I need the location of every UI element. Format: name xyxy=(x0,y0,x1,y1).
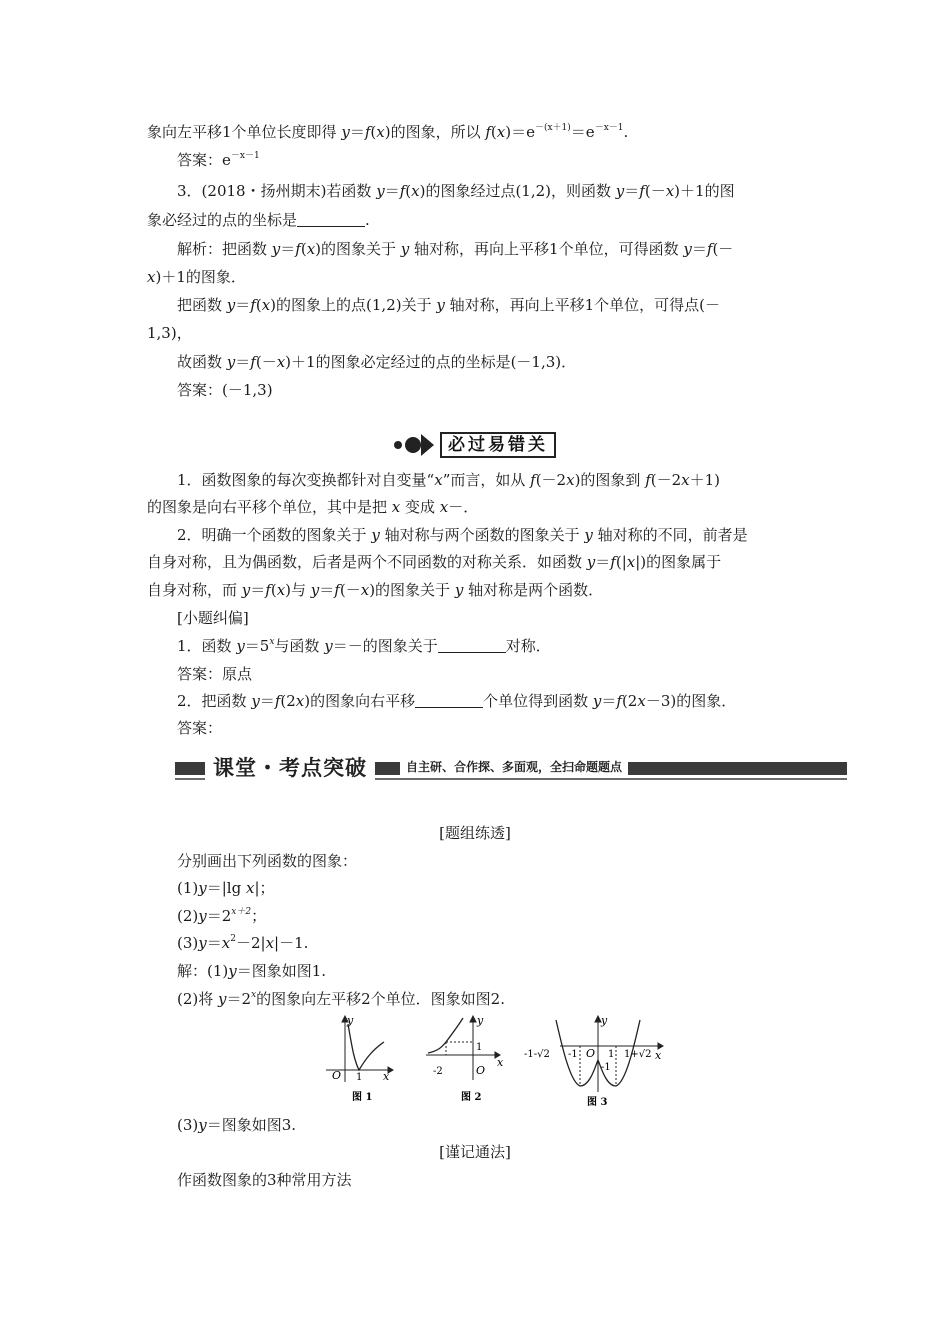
question-item: $(3)y=x^2-2|x|-1$. xyxy=(177,934,309,952)
figure-caption: 图 3 xyxy=(587,1097,608,1108)
question-item: (1)y＝|lg x|； xyxy=(177,879,275,897)
arrow-icon xyxy=(470,1016,476,1022)
tick-label: 1 xyxy=(476,1042,483,1053)
figure-caption: 图 2 xyxy=(461,1092,482,1103)
conclusion-line: 故函数 y＝f(－x)＋1的图象必定经过的点的坐标是(－1,3)． xyxy=(177,353,577,371)
question-3-cont: 象必经过的点的坐标是 . xyxy=(147,211,370,229)
section-banner xyxy=(175,754,847,782)
analysis-line-2: 把函数 y＝f(x)的图象上的点(1,2)关于 y 轴对称，再向上平移1个单位，可得点(－ xyxy=(177,296,721,314)
section-badge xyxy=(394,431,556,459)
tick-label: -1-√2 xyxy=(524,1049,550,1060)
axis-label: y xyxy=(601,1014,608,1027)
section-heading: [题组练透] xyxy=(439,824,511,842)
tick-label: -1 xyxy=(568,1049,578,1060)
solution-line: 解：(1)y＝图象如图1. xyxy=(177,962,327,980)
paragraph: 2．明确一个函数的图象关于 y 轴对称与两个函数的图象关于 y 轴对称的不同，前者是 xyxy=(177,526,748,544)
axis-label: x xyxy=(383,1070,390,1083)
answer-line: 答案：$e^{-x-1}$ xyxy=(177,151,260,169)
banner-subtitle: 自主研、合作探、多面观，全扫命题题点 xyxy=(400,757,628,777)
paragraph: 作函数图象的3种常用方法 xyxy=(177,1171,352,1189)
exercise-2: 2．把函数 y＝f(2x)的图象向右平移 个单位得到函数 y＝f(2x－3)的图象． xyxy=(177,692,737,710)
question-3: 3．(2018・扬州期末)若函数 y＝f(x)的图象经过点(1,2)，则函数 y＝f(－x)＋1的图 xyxy=(177,182,735,200)
paragraph: 自身对称，且为偶函数，后者是两个不同函数的对称关系．如函数 y＝f(|x|)的图象属于 xyxy=(147,553,722,571)
function-figures xyxy=(0,1012,950,1112)
curve xyxy=(348,1024,384,1070)
axis-label: y xyxy=(477,1014,484,1027)
figure-caption: 图 1 xyxy=(352,1092,373,1103)
origin-label: O xyxy=(586,1047,596,1060)
arrow-icon xyxy=(421,434,434,456)
tick-label: -1 xyxy=(601,1062,611,1073)
analysis-line-cont: x)＋1的图象． xyxy=(147,268,246,286)
origin-label: O xyxy=(476,1064,486,1077)
section-heading: [谨记通法] xyxy=(439,1143,511,1161)
axis-label: y xyxy=(347,1014,354,1027)
axis-label: x xyxy=(655,1049,662,1062)
tick-label: 1+√2 xyxy=(624,1049,652,1060)
paragraph: 1．函数图象的每次变换都针对自变量“x”而言，如从 f(－2x)的图象到 f(－2x＋1) xyxy=(177,471,721,489)
tick-label: -2 xyxy=(433,1066,443,1077)
answer-line: 答案：原点 xyxy=(177,665,253,683)
exercise-1: 1．函数 $y=5^x$与函数 y＝－的图象关于 对称． xyxy=(177,637,551,655)
paragraph: 自身对称，而 y＝f(x)与 y＝f(－x)的图象关于 y 轴对称是两个函数． xyxy=(147,581,604,599)
tick-label: 1 xyxy=(608,1049,615,1060)
answer-line: 答案：(－1,3) xyxy=(177,381,273,399)
analysis-line-2-cont: 1,3)， xyxy=(147,324,192,342)
solution-line: (2)将 $y=2^x$的图象向左平移2个单位．图象如图2. xyxy=(177,990,505,1008)
banner-title: 课堂・考点突破 xyxy=(205,754,375,782)
subheading: [小题纠偏] xyxy=(177,609,249,627)
tick-label: 1 xyxy=(356,1072,363,1083)
question-item: $(2)y=2^{x+2}$； xyxy=(177,907,267,925)
origin-label: O xyxy=(332,1069,342,1082)
answer-line: 答案： xyxy=(177,719,223,737)
text-line: 象向左平移1个单位长度即得 y＝f(x)的图象，所以 $f(x)=e^{-(x+1)}=e^{-x-1}$. xyxy=(147,123,629,141)
badge-title: 必过易错关 xyxy=(440,432,556,458)
dot-icon xyxy=(394,441,402,449)
solution-line: (3)y＝图象如图3. xyxy=(177,1116,297,1134)
analysis-line: 解析：把函数 y＝f(x)的图象关于 y 轴对称，再向上平移1个单位，可得函数 y＝f(－ xyxy=(177,240,734,258)
axis-label: x xyxy=(497,1056,504,1069)
paragraph: 的图象是向右平移个单位，其中是把 x 变成 x－． xyxy=(147,498,479,516)
question-intro: 分别画出下列函数的图象： xyxy=(177,852,358,870)
dot-icon xyxy=(405,437,421,453)
